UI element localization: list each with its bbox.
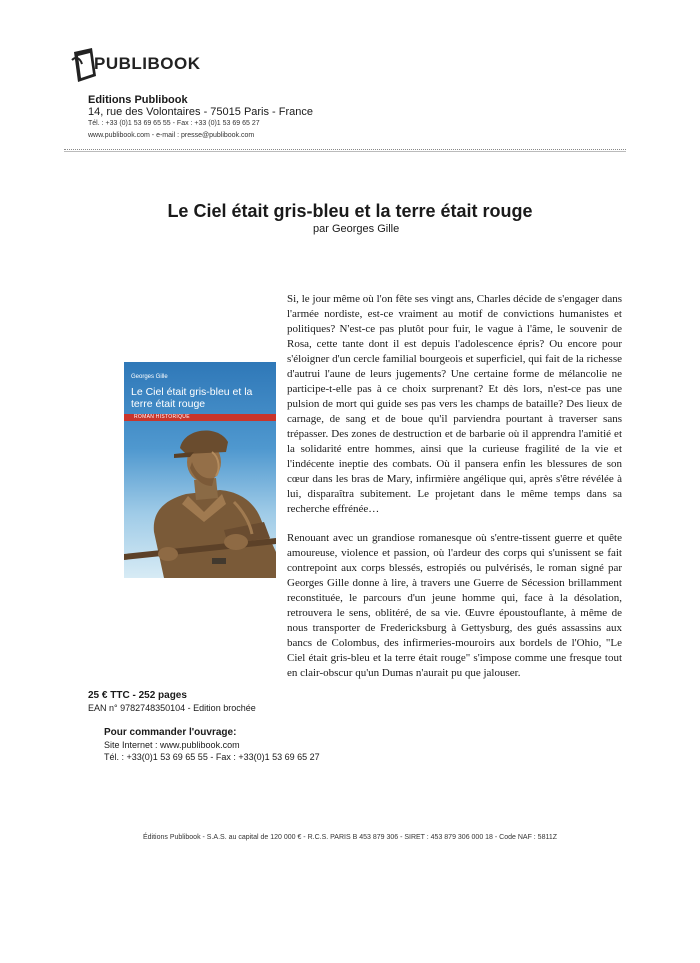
order-heading: Pour commander l'ouvrage:	[104, 727, 237, 738]
book-title: Le Ciel était gris-bleu et la terre était rouge	[167, 201, 533, 221]
book-cover	[124, 362, 276, 578]
price-pages: 25 € TTC - 252 pages	[88, 690, 187, 701]
publibook-logo	[70, 46, 230, 90]
cover-author: Georges Gille	[131, 374, 168, 380]
order-website: Site Internet : www.publibook.com	[104, 740, 240, 750]
cover-title: Le Ciel était gris-bleu et la terre était rouge	[131, 386, 253, 410]
publisher-web-email: www.publibook.com - e-mail : presse@publibook.com	[88, 132, 255, 139]
order-phone-fax: Tél. : +33(0)1 53 69 65 55 - Fax : +33(0)1 53 69 65 27	[104, 752, 320, 762]
legal-footer: Éditions Publibook - S.A.S. au capital de 120 000 € - R.C.S. PARIS B 453 879 306 - SIRET : 453 879 306 000 18 - Code NAF : 5811Z	[142, 834, 558, 841]
description-paragraph-2: Renouant avec un grandiose romanesque où s'entre-tissent guerre et quête amoureuse, violence et passion, où l'ardeur des corps qui s'unissent se fait contrepoint aux corps blessés, estropiés ou pulvérisés, le roman signé par Georges Gille donne à lire, à travers une Guerre de Sécession brillamment reconstituée, le parcours d'un jeune homme qui, face à la désolation, retrouvera le sens, oblitéré, de sa vie. Œuvre époustouflante, à même de nous transporter de Fredericksburg à Gettysburg, des gués assassins aux bancs de Colombus, des infirmeries-mouroirs aux bordels de l'Ohio, "Le Ciel était gris-bleu et la terre était rouge" s'impose comme une fresque tout en clair-obscur qu'un Dumas n'aurait pu que jalouser.	[287, 532, 622, 679]
description-paragraph-1: Si, le jour même où l'on fête ses vingt ans, Charles décide de s'engager dans l'armée nordiste, est-ce vraiment au motif de convictions humanistes et politiques? N'est-ce pas plutôt pour fuir, le vague à l'âme, le souvenir de Rosa, cette tante dont il est depuis l'adolescence épris? Ou encore pour s'éloigner d'un cercle familial bourgeois et superficiel, qui fait de la richesse d'autrui l'aune de leurs jugements? Une certaine forme de mélancolie ne participe-t-elle pas à ce choix surprenant? Et dès lors, n'est-ce pas une pulsion de mort qui guide ses pas vers les champs de bataille? Des lieux de carnage, de sang et de boue qu'il parviendra pourtant à traverser sans trépasser. Des zones de destruction et de barbarie où il apprendra l'amitié et la solidarité entre hommes, ainsi que la curieuse fragilité de la vie et l'indécente ineptie des combats. Où il pansera enfin les blessures de son cœur dans les bras de Mary, infirmière angélique qui, après s'être révélée à lui, disparaîtra subitement. Le projetant dans le même temps dans sa recherche effrénée…	[287, 293, 622, 515]
logo-text: PUBLIBOOK	[94, 54, 201, 73]
ean-edition: EAN n° 9782748350104 - Edition brochée	[88, 703, 256, 713]
publisher-address: 14, rue des Volontaires - 75015 Paris - France	[88, 106, 314, 118]
publisher-phone: Tél. : +33 (0)1 53 69 65 55 - Fax : +33 (0)1 53 69 65 27	[88, 120, 260, 127]
header-divider-line	[64, 151, 626, 152]
cover-genre: ROMAN HISTORIQUE	[134, 414, 190, 420]
publisher-name: Editions Publibook	[88, 94, 188, 106]
header-divider	[64, 149, 626, 150]
book-author: par Georges Gille	[313, 223, 400, 235]
